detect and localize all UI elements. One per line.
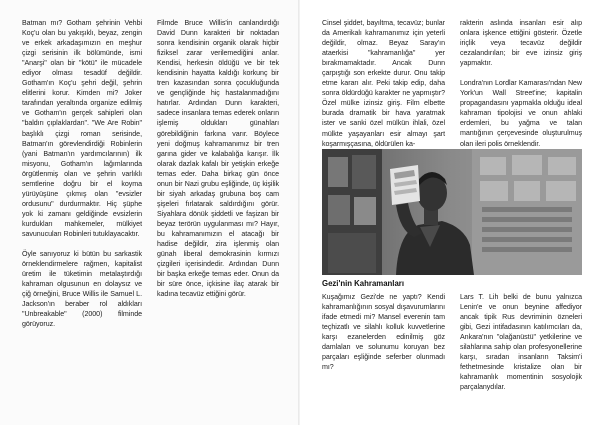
section-heading: Gezi'nin Kahramanları <box>322 279 405 288</box>
newsstand-photo <box>322 149 582 275</box>
paragraph: Londra'nın Lordlar Kamarası'ndan New York'un Wall Street'ine; kapitalin propagandasını yapmakla olduğu ideal kahraman tipolojisi ve onun ahlaki erdemleri, bu yağma ve talan mantığının çerçevesinde oluşturulmuş olan ileri polis örneklendir. <box>460 79 582 148</box>
text-column-5 <box>322 292 445 372</box>
text-column-6 <box>460 292 582 392</box>
right-page <box>300 0 600 425</box>
paragraph: Öyle sanıyoruz ki bütün bu sarkastik örneklendirmelere rağmen, kapitalist üretim ile tüketimin metalaştırdığı kahraman olgusunun en dolaysız ve çiğ örneğini, Bruce Willis ile Samuel L. Jackson'ın beraber rol aldıkları "Unbreakable" (2000) filminde görüyoruz. <box>22 250 142 329</box>
paragraph: Filmde Bruce Willis'in canlandırdığı David Dunn karakteri bir noktadan sonra kendisinin organik olarak hiçbir fiziksel zarar verilemediğini anlar. Kendisi, herkesin öldüğü ve bir tek kendisinin hayatta kaldığı korkunç bir tren kazasından sonra çocukluğunda ve gençliğinde hiç hastalanmadığını hatırlar. Ardından Dunn karakteri, sadece insanlara temas ederek onların işlemiş oldukları günahları görebildiğinin farkına varır. Böylece yeni doğmuş kahramanımız bir tren garına gider ve kalabalığa karışır. İlk olarak dazlak kafalı bir yetişkin erkeğe temas eder. Daha birkaç gün önce onun bir Nazi grubu eşliğinde, üç kişilik bir siyah arkadaş grubuna boş cam şişeleri fırlatarak saldırdığını görür. Siyahlara dönük şiddetli ve faşizan bir beyaz terörün uygulanması mı? Hayır, bu kahramanımızın el atacağı bir hadise değildir, zira işlenmiş olan günah liberal demokrasinin kırmızı çizgileri içerisindedir. Ardından Dunn bir başka erkeğe temas eder. Onun da bir süre önce, içkisine ilaç atarak bir kadına tecavüz ettiğini görür. <box>157 19 279 299</box>
photo-image <box>322 149 582 275</box>
paragraph: Batman mı? Gotham şehrinin Vehbi Koç'u olan bu yakışıklı, beyaz, zengin ve erkek arkadaşımızın en meşhur çizgi serisinin ilk bölümünde, ismi "Anarşi" olan bir "kötü" ile mücadele ediyor olması tesadüf değildir. Gotham'ın Koç'u şehri değil, şehrin elitlerini korur. Kimden mi? Joker tarafından yeraltında organize edilmiş ve Gotham'ın gerçek sahipleri olan "baldırı çıplaklardan". "We Are Robin" başlıklı çizgi roman serisinde, Batman'ın görevlendirdiği Robinlerin (yani Batman'ın yardımcılarının) ilk misyonu, Gotham'ın lağımlarında örgütlenmiş olan ve şehrin varlıklı semtlerine doğru bir el koyma yürüyüşüne çıkmış olan "evsizler ordusunu" durdurmaktır. Hiç şüphe yok ki zamanı geldiğinde evsizlerin kurdukları mahkemeler, mülkiyet savunucuları Robinleri tutuklayacaktır. <box>22 19 142 238</box>
paragraph: Kuşağımız Gezi'de ne yaptı? Kendi kahramanlığının sosyal dışavurumlarını ifade etmedi mi? Mansel everenin tam teçhizatlı ve silahlı kolluk kuvvetlerine karşı ezanelerden edinilmiş göz damlaları ve solunumu koruyan bez parçaları eşliğinde seferber olunmadı mı? <box>322 293 445 372</box>
text-column-2 <box>157 18 279 299</box>
paragraph: Lars T. Lih belki de bunu yalnızca Lenin'e ve onun beynine affediyor ancak tipik Rus devriminin özneleri gibi, Gezi intifadasının katılımcıları da, Ankara'nın "olağanüstü" yetkilerine ve silahlarına sahip olan profesyonellerine karşı, sıradan insanların Taksim'i fethetmesinde kristalize olan bir kahramanlık momentinin sosyolojik parçalanydılar. <box>460 293 582 392</box>
paragraph: Cinsel şiddet, bayıltma, tecavüz; bunlar da Amerikalı kahramanımız için yeterli değildir, olmaz. Beyaz Saray'ın ataerkisi "kahramanlığa" yer bırakmamaktadır. Ancak Dunn çarpıştığı son erkekte durur. Onu takip etme kararı alır. Peki takip edip, daha sonra öldürdüğü karakter ne yapmıştır? Özel mülke izinsiz giriş. Film elbette burada dramatik bir hava yaratmak ister ve sanki özel mülkün ihlali, özel mülkte yaşayanları esir almayı şart koşarmışçasına, öldürülen ka- <box>322 19 445 148</box>
text-column-3 <box>322 18 445 149</box>
text-column-1 <box>22 18 142 329</box>
paragraph: rakterin aslında insanları esir alıp onlara işkence ettiğini gösterir. Özetle iriçlik veya tecavüz değildir cezalandırılan; bir eve izinsiz giriş yapmaktır. <box>460 19 582 68</box>
text-column-4 <box>460 18 582 149</box>
